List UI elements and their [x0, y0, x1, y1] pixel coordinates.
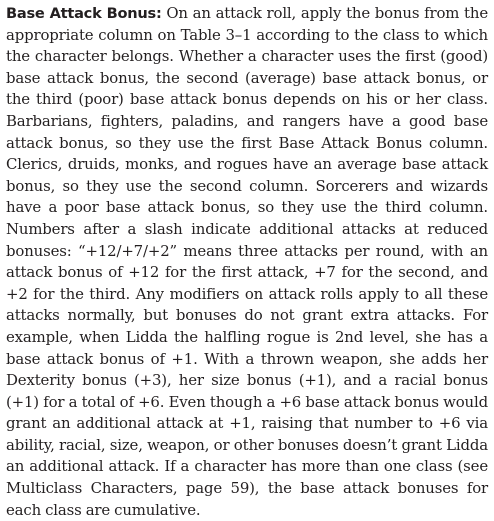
paragraph-term: Base Attack Bonus: [6, 5, 162, 22]
paragraph-body: On an attack roll, apply the bonus from the appropriate column on Table 3–1 according to the class to which the character belongs. Whether a character uses the first (good) base attack bonus, the second (average) base attack bonus, or the third (poor) base attack bonus depends on his or her class. Barbarians, fighters, paladins, and rangers have a good base attack bonus, so they use the first Base Attack Bonus column. Clerics, druids, monks, and rogues have an average base attack bonus, so they use the second column. Sorcerers and wizards have a poor base attack bonus, so they use the third column. Numbers after a slash indicate additional attacks at reduced bonuses: “+12/+7/+2” means three attacks per round, with an attack bonus of +12 for the first attack, +7 for the second, and +2 for the third. Any modifiers on attack rolls apply to all these attacks normally, but bonuses do not grant extra attacks. For example, when Lidda the halfling rogue is 2nd level, she has a base attack bonus of +1. With a thrown weapon, she adds her Dexterity bonus (+3), her size bonus (+1), and a racial bonus (+1) for a total of +6. Even though a +6 base attack bonus would grant an additional attack at +1, raising that number to +6 via ability, racial, size, weapon, or other bonuses doesn’t grant Lidda an additional attack. If a character has more than one class (see Multiclass Characters, page 59), the base attack bonuses for each class are cumulative. [6, 4, 488, 519]
base-attack-bonus-paragraph [6, 0, 488, 521]
document-page [6, 0, 488, 519]
